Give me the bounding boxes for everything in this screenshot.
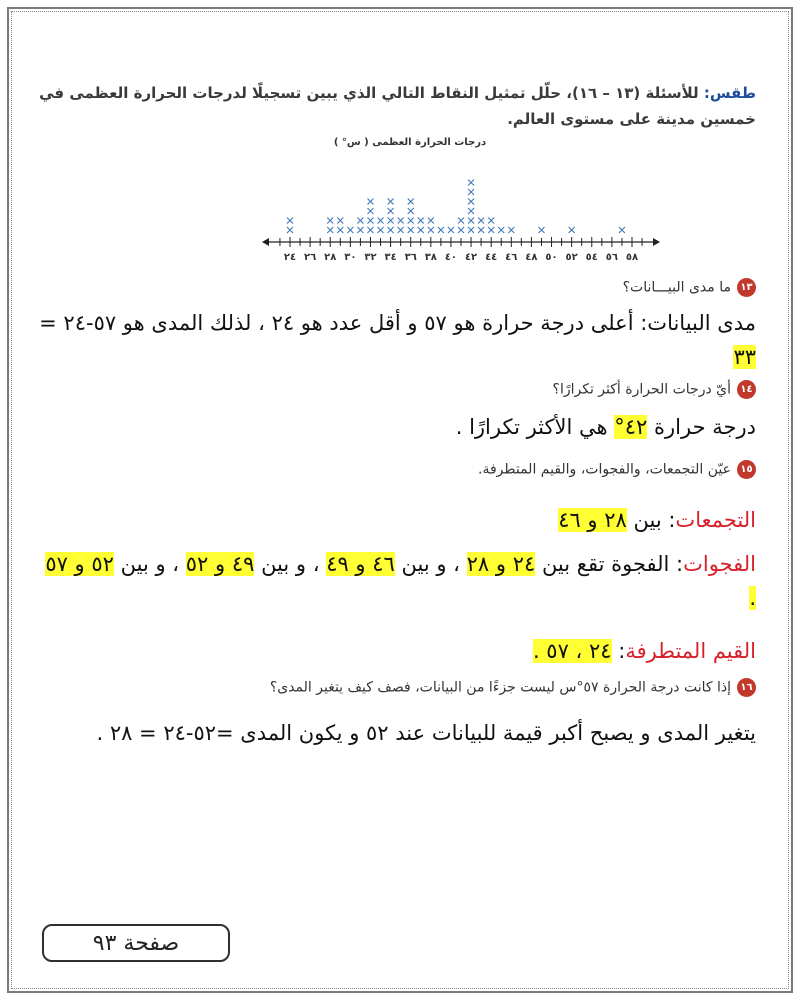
data-point-x [508,227,514,233]
q13-answer [38,306,756,374]
clusters-value: ٢٨ و ٤٦ [558,508,627,532]
tick-label: ٤٤ [485,252,498,263]
tick-label: ٥٨ [625,252,639,263]
tick-label: ٣٨ [424,252,437,263]
q15-clusters [38,503,756,537]
chart-title: درجات الحرارة العظمى ( س° ) [333,137,487,148]
tick-label: ٥٢ [565,252,578,263]
data-point-x [398,227,404,233]
q13-question [38,278,756,297]
data-point-x [468,227,474,233]
data-point-x [378,218,384,224]
intro-text: للأسئلة (١٣ – ١٦)، حلّل تمثيل النقاط التالي الذي يبين تسجيلًا لدرجات الحرارة العظمى في خمسين مدينة على مستوى العالم. [39,84,756,128]
arrow-left-icon [262,238,269,246]
data-point-x [458,218,464,224]
gaps-text: : الفجوة تقع بين [541,552,684,576]
q14-answer-value: ٤٢° [614,415,648,439]
data-point-x [367,199,373,205]
axis-tick-labels [284,252,638,263]
data-point-x [388,218,394,224]
q16-answer: يتغير المدى و يصبح أكبر قيمة للبيانات عند ٥٢ و يكون المدى =٥٢-٢٤ = ٢٨ . [96,721,756,745]
data-point-x [619,227,625,233]
data-point-x [428,218,434,224]
clusters-label: التجمعات [675,508,756,532]
gaps-separator-1: ، و بين [401,552,460,576]
q15-outliers: القيم المتطرفة: ٢٤ ، ٥٧ . [532,639,756,663]
data-point-x [428,227,434,233]
q14-answer-pre: درجة حرارة [654,415,756,439]
data-point-x [337,227,343,233]
data-point-x [468,218,474,224]
data-point-x [408,208,414,214]
data-point-x [468,180,474,186]
data-point-x [468,208,474,214]
data-point-x [357,227,363,233]
data-point-x [388,208,394,214]
gap-4: ٥٢ و ٥٧ . [45,552,756,610]
q15-gaps [38,547,756,615]
data-point-x [337,218,343,224]
data-point-x [448,227,454,233]
data-point-x [408,227,414,233]
gap-2: ٤٦ و ٤٩ [326,552,395,576]
data-point-x [367,208,373,214]
data-point-x [287,218,293,224]
data-point-x [468,199,474,205]
data-point-x [418,227,424,233]
tick-label: ٤٠ [444,252,458,263]
outliers-label: القيم المتطرفة [625,639,756,663]
arrow-right-icon [653,238,660,246]
data-point-x [357,218,363,224]
q13-answer-text: : أعلى درجة حرارة هو ٥٧ و أقل عدد هو ٢٤ ، لذلك المدى هو ٥٧-٢٤ = [39,311,648,335]
gap-3: ٤٩ و ٥٢ [185,552,255,576]
data-point-x [327,227,333,233]
q13-question-text: ما مدى البيـــانات؟ [622,279,731,296]
tick-label: ٢٨ [324,252,337,263]
data-point-x [478,218,484,224]
q13-answer-value: ٣٣ [733,345,756,369]
gaps-separator-2: ، و بين [261,552,320,576]
data-point-x [388,199,394,205]
q14-answer [38,410,756,444]
q15-number-badge: ١٥ [737,460,756,479]
data-point-x [367,218,373,224]
tick-label: ٥٠ [545,252,558,263]
data-point-x [458,227,464,233]
q14-question-text: أيّ درجات الحرارة أكثر تكرارًا؟ [552,381,731,398]
data-point-x [367,227,373,233]
tick-label: ٥٦ [605,252,618,263]
data-point-x [347,227,353,233]
data-point-x [468,189,474,195]
tick-label: ٤٢ [464,252,478,263]
q14-answer-post: هي الأكثر تكرارًا . [455,415,608,439]
q16-question-text: إذا كانت درجة الحرارة ٥٧°س ليست جزءًا من البيانات، فصف كيف يتغير المدى؟ [269,679,731,696]
tick-label: ٢٦ [304,252,317,263]
tick-label: ٣٠ [344,252,357,263]
outliers-value: ٢٤ ، ٥٧ . [532,639,612,663]
data-point-x [388,227,394,233]
q13-answer-label: مدى البيانات [647,311,756,335]
q16-question [38,678,756,697]
tick-label: ٢٤ [283,252,297,263]
q16-number-badge: ١٦ [737,678,756,697]
data-point-x [287,227,293,233]
data-point-x [408,199,414,205]
q15-question-text: عيّن التجمعات، والفجوات، والقيم المتطرفة. [478,461,731,478]
gaps-separator-3: ، و بين [120,552,180,576]
data-point-x [418,218,424,224]
tick-label: ٤٦ [505,252,518,263]
data-point-x [488,218,494,224]
q13-number-badge: ١٣ [737,278,756,297]
intro-paragraph [38,80,756,132]
gaps-label: الفجوات [683,552,756,576]
data-point-x [498,227,504,233]
tick-label: ٣٤ [384,252,397,263]
data-point-x [488,227,494,233]
data-point-x [327,218,333,224]
data-point-x [478,227,484,233]
tick-label: ٥٤ [585,252,598,263]
x-marks [287,180,625,234]
clusters-text: : بين [633,508,676,532]
tick-label: ٤٨ [525,252,538,263]
gap-1: ٢٤ و ٢٨ [466,552,536,576]
line-plot [262,150,662,272]
q15-question [38,460,756,479]
q14-number-badge: ١٤ [737,380,756,399]
tick-label: ٣٢ [364,252,377,263]
data-point-x [398,218,404,224]
data-point-x [538,227,544,233]
page-number-label: صفحة ٩٣ [42,924,230,962]
q14-question [38,380,756,399]
data-point-x [438,227,444,233]
data-point-x [378,227,384,233]
data-point-x [569,227,575,233]
data-point-x [408,218,414,224]
tick-label: ٣٦ [404,252,417,263]
intro-keyword: طقس: [703,84,756,102]
